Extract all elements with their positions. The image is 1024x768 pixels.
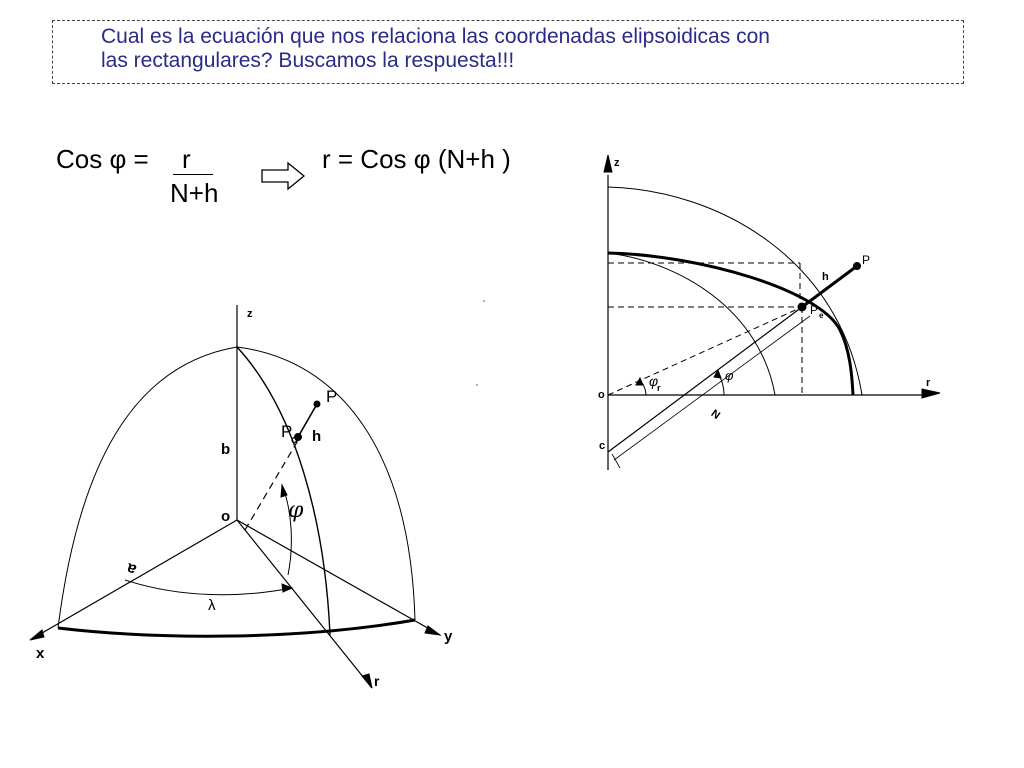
label-c-right: c (599, 440, 606, 452)
x-axis (30, 520, 237, 640)
phi-arrowhead-icon (281, 485, 287, 497)
label-lambda: λ (208, 597, 216, 614)
label-phi: φ (288, 498, 304, 523)
label-a: a (124, 559, 139, 579)
label-n: N (708, 407, 723, 422)
height-right (802, 266, 857, 307)
point-p-right (854, 263, 861, 270)
lambda-arrowhead-icon (282, 584, 292, 592)
formula-denominator: N+h (170, 178, 219, 208)
label-z: z (247, 308, 253, 320)
z-arrowhead-icon (604, 155, 612, 172)
label-p-right: P (862, 253, 871, 267)
phi-right-arrowhead-icon (714, 370, 721, 378)
ellipsoid-diagram (30, 305, 440, 688)
point-pe (798, 303, 806, 311)
meridian-section-diagram (604, 155, 940, 470)
label-z-right: z (614, 157, 620, 169)
question-line-1: Cual es la ecuación que nos relaciona las coordenadas elipsoidicas con (101, 25, 770, 48)
label-y: y (444, 628, 453, 645)
label-p: P (326, 387, 338, 406)
y-axis (237, 520, 440, 635)
label-h: h (312, 428, 322, 445)
n-dimension (614, 316, 810, 460)
point-p (314, 401, 320, 407)
lambda-arc (125, 580, 292, 595)
label-o-right: o (598, 389, 605, 401)
r-arrowhead-icon (362, 674, 372, 688)
formula-lhs: Cos φ = (56, 144, 149, 174)
question-line-2: las rectangulares? Buscamos la respuesta!!! (101, 49, 515, 72)
label-phi-r-sub: r (657, 383, 661, 393)
label-phi-r: φ (649, 373, 659, 389)
r-axis (237, 520, 372, 688)
equator (58, 620, 415, 636)
speck (483, 300, 485, 302)
label-p0-sub: o (291, 434, 298, 446)
label-o: o (221, 508, 231, 525)
formula-numerator: r (182, 144, 191, 174)
normal-line (608, 307, 802, 452)
implies-arrow-icon (262, 163, 304, 189)
label-x: x (36, 645, 45, 662)
label-p0: P (281, 422, 293, 441)
x-arrowhead-icon (30, 630, 44, 640)
label-pe: P (810, 303, 819, 317)
label-phi-right: φ (725, 368, 734, 383)
label-b: b (221, 441, 231, 458)
label-r: r (374, 673, 380, 689)
dashed-radius (608, 307, 802, 395)
y-arrowhead-icon (425, 626, 440, 635)
inner-arc (608, 253, 775, 395)
label-r-right: r (926, 377, 931, 389)
formula-result: r = Cos φ (N+h ) (322, 144, 511, 174)
speck (476, 384, 478, 386)
label-pe-sub: e (819, 311, 824, 320)
label-h-right: h (822, 271, 829, 283)
r-arrowhead-right-icon (922, 389, 940, 398)
